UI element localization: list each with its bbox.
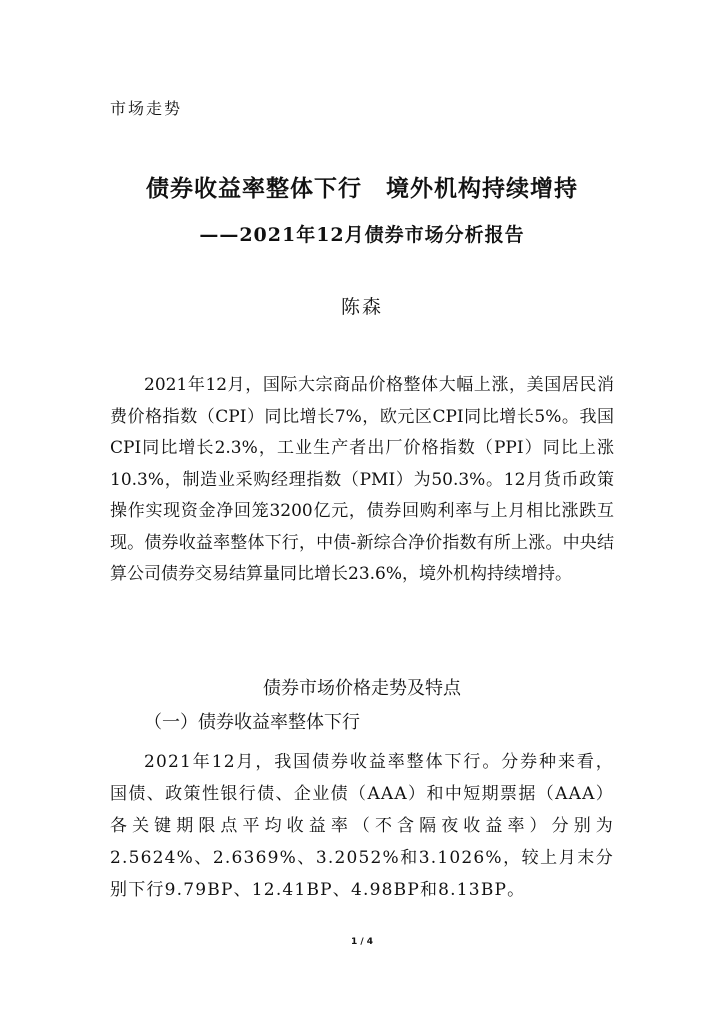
section-paragraph: 2021年12月，我国债券收益率整体下行。分券种来看，国债、政策性银行债、企业债（AAA）和中短期票据（AAA）各关键期限点平均收益率（不含隔夜收益率）分别为2.5624%、2.6369%、3.2052%和3.1026%，较上月末分别下行9.79BP、12.41BP、4.98BP和8.13BP。 <box>110 752 614 900</box>
subsection-title: （一）债券收益率整体下行 <box>144 712 360 733</box>
section-title: 债券市场价格走势及特点 <box>263 678 461 699</box>
report-subtitle: ——2021年12月债券市场分析报告 <box>199 224 525 246</box>
intro-paragraph: 2021年12月，国际大宗商品价格整体大幅上涨，美国居民消费价格指数（CPI）同比增长7%，欧元区CPI同比增长5%。我国CPI同比增长2.3%，工业生产者出厂价格指数（PPI）同比上涨10.3%，制造业采购经理指数（PMI）为50.3%。12月货币政策操作实现资金净回笼3200亿元，债券回购利率与上月相比涨跌互现。债券收益率整体下行，中债-新综合净价指数有所上涨。中央结算公司债券交易结算量同比增长23.6%，境外机构持续增持。 <box>110 375 614 584</box>
author-name: 陈森 <box>340 296 383 318</box>
column-label: 市场走势 <box>110 99 183 118</box>
report-title: 债券收益率整体下行 境外机构持续增持 <box>146 176 578 202</box>
page-number: 1 / 4 <box>350 937 374 947</box>
